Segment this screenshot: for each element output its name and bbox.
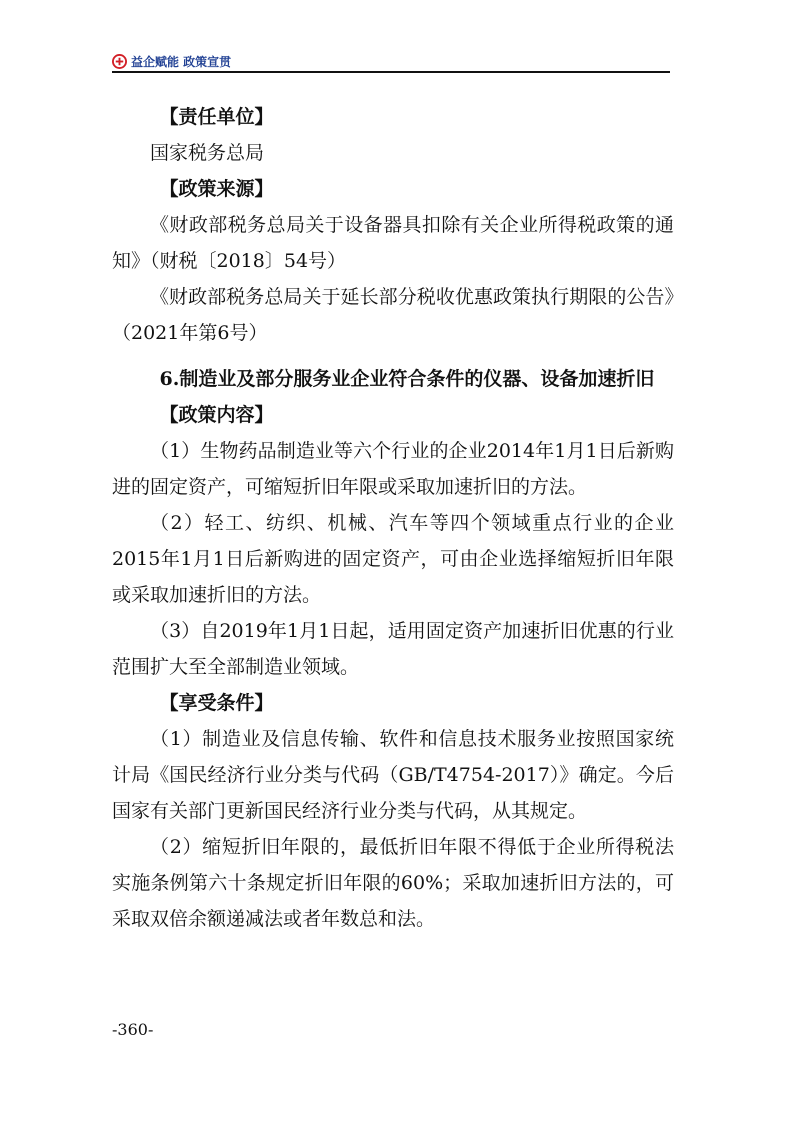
policy-content-1: （1）生物药品制造业等六个行业的企业2014年1月1日后新购进的固定资产，可缩短折旧年限或采取加速折旧的方法。 [112,440,674,498]
condition-2: （2）缩短折旧年限的，最低折旧年限不得低于企业所得税法实施条例第六十条规定折旧年限的60%；采取加速折旧方法的，可采取双倍余额递减法或者年数总和法。 [112,836,674,930]
heading-responsible-unit: 【责任单位】 [159,106,274,128]
policy-content-3: （3）自2019年1月1日起，适用固定资产加速折旧优惠的行业范围扩大至全部制造业领域。 [112,620,674,678]
heading-policy-content: 【政策内容】 [159,404,274,426]
heading-policy-source: 【政策来源】 [159,178,274,200]
condition-1: （1）制造业及信息传输、软件和信息技术服务业按照国家统计局《国民经济行业分类与代码（GB/T4754-2017）》确定。今后国家有关部门更新国民经济行业分类与代码，从其规定。 [112,728,674,822]
responsible-unit-text: 国家税务总局 [150,142,265,164]
page-header [112,50,231,72]
policy-source-2: 《财政部税务总局关于延长部分税收优惠政策执行期限的公告》（2021年第6号） [112,286,674,344]
policy-source-1: 《财政部税务总局关于设备器具扣除有关企业所得税政策的通知》（财税〔2018〕54号） [112,214,674,272]
header-brand-text: 益企赋能 政策宣贯 [131,54,232,69]
brand-logo-icon [112,54,127,69]
document-body [112,99,674,937]
heading-conditions: 【享受条件】 [159,692,274,714]
section-title: 6.制造业及部分服务业企业符合条件的仪器、设备加速折旧 [159,368,655,390]
page-number: -360- [112,1020,154,1039]
policy-content-2: （2）轻工、纺织、机械、汽车等四个领域重点行业的企业2015年1月1日后新购进的固定资产，可由企业选择缩短折旧年限或采取加速折旧的方法。 [112,512,674,606]
header-divider [112,71,670,73]
